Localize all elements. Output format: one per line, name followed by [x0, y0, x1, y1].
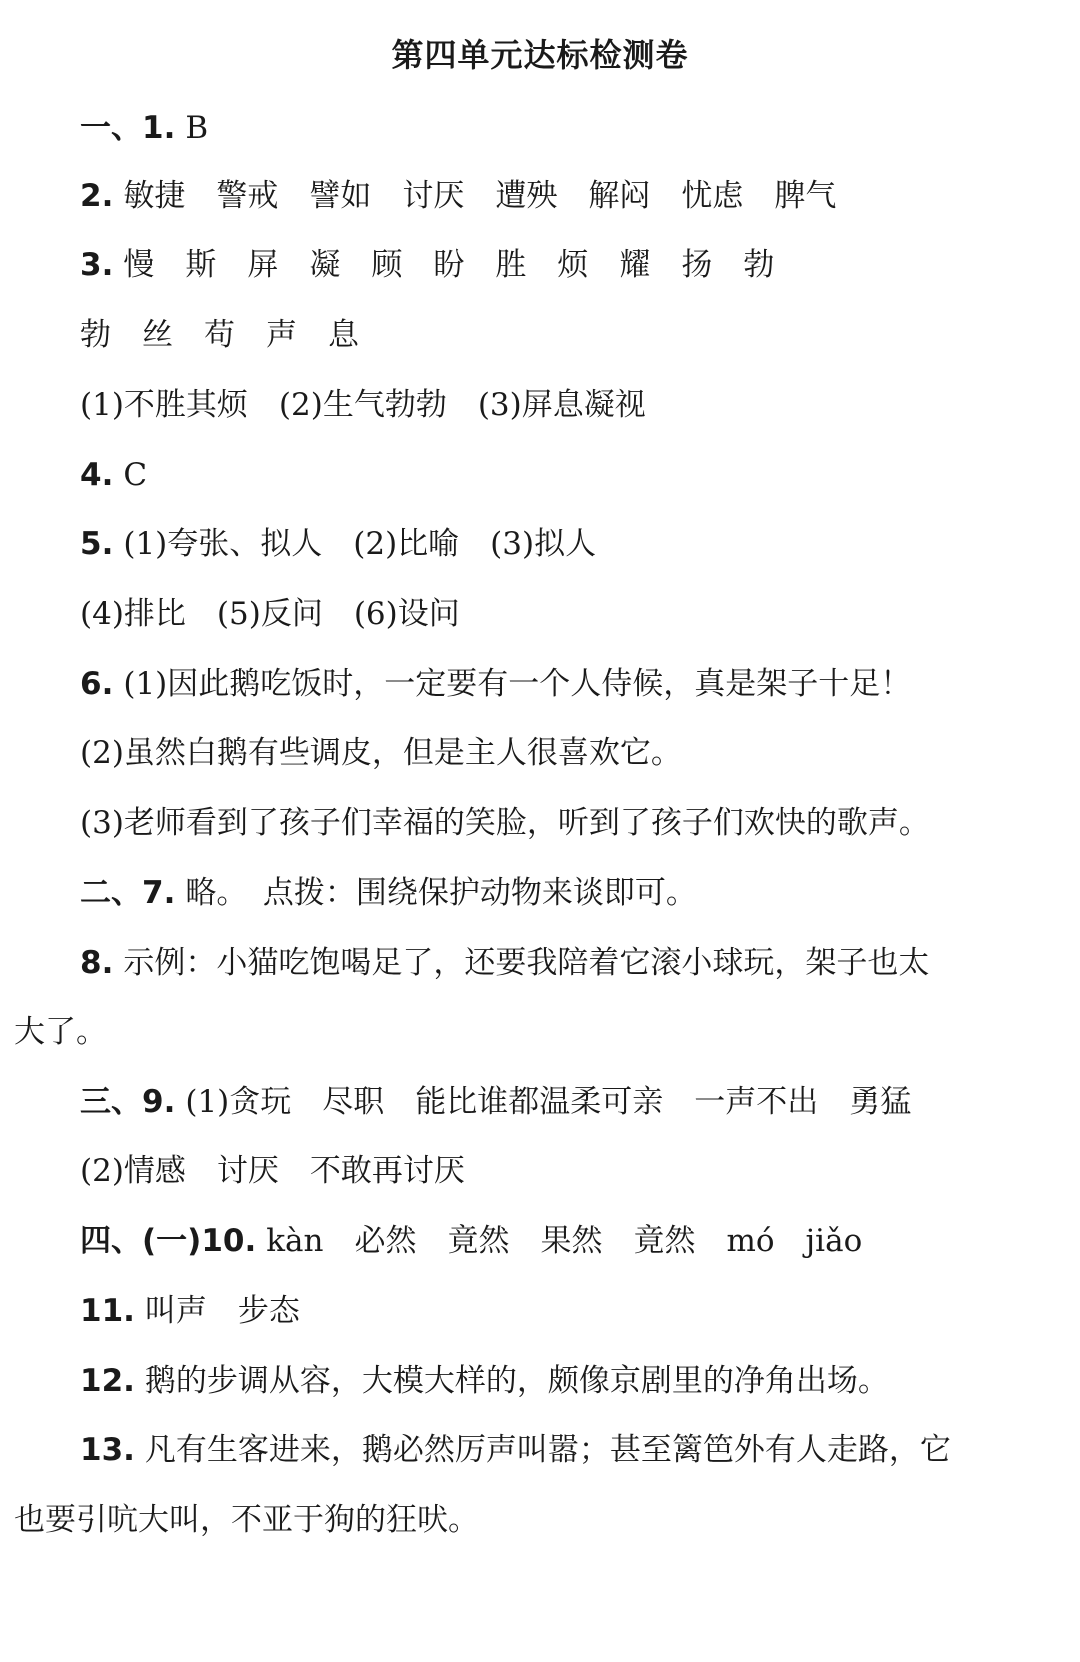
- answer-text: B: [185, 110, 209, 146]
- answer-text: 敏捷 警戒 譬如 讨厌 遭殃 解闷 忧虑 脾气: [123, 178, 837, 214]
- answer-line-12: [80, 873, 1040, 913]
- item-number: 4.: [80, 457, 114, 493]
- answer-line-9: [80, 664, 1040, 704]
- answer-text: (3)老师看到了孩子们幸福的笑脸，听到了孩子们欢快的歌声。: [80, 805, 930, 841]
- answer-text: (1)贪玩 尽职 能比谁都温柔可亲 一声不出 勇猛: [185, 1084, 912, 1120]
- item-number: 6.: [80, 666, 114, 702]
- answer-line-5: [80, 385, 1040, 425]
- answer-line-7: [80, 524, 1040, 564]
- answer-line-21: [14, 1500, 1040, 1540]
- item-number: 12.: [80, 1363, 135, 1399]
- answer-line-14: [14, 1012, 1040, 1052]
- answer-text: 略。 点拨：围绕保护动物来谈即可。: [185, 875, 697, 911]
- answer-text: 叫声 步态: [144, 1293, 300, 1329]
- answer-text: (4)排比 (5)反问 (6)设问: [80, 596, 460, 632]
- page-title: 第四单元达标检测卷: [391, 36, 689, 74]
- answer-line-20: [80, 1430, 1040, 1470]
- answer-text: (1)不胜其烦 (2)生气勃勃 (3)屏息凝视: [80, 387, 646, 423]
- answer-line-18: [80, 1291, 1040, 1331]
- answer-line-16: [80, 1151, 1040, 1191]
- answer-line-15: [80, 1082, 1040, 1122]
- answer-line-17: [80, 1221, 1040, 1261]
- answer-line-13: [80, 943, 1040, 983]
- answer-text: C: [123, 457, 148, 493]
- item-number: 2.: [80, 178, 114, 214]
- answer-text: (1)因此鹅吃饭时，一定要有一个人侍候，真是架子十足！: [123, 666, 912, 702]
- answer-text: 慢 斯 屏 凝 顾 盼 胜 烦 耀 扬 勃: [123, 247, 775, 283]
- item-number: 13.: [80, 1432, 135, 1468]
- answer-line-8: [80, 594, 1040, 634]
- answer-text: 示例：小猫吃饱喝足了，还要我陪着它滚小球玩，架子也太: [123, 945, 930, 981]
- answer-text: (2)虽然白鹅有些调皮，但是主人很喜欢它。: [80, 735, 682, 771]
- answer-text: 也要引吭大叫，不亚于狗的狂吠。: [14, 1502, 479, 1538]
- answer-text: 凡有生客进来，鹅必然厉声叫嚣；甚至篱笆外有人走路，它: [144, 1432, 951, 1468]
- item-number: 11.: [80, 1293, 135, 1329]
- answer-line-3: [80, 245, 1040, 285]
- answer-line-19: [80, 1361, 1040, 1401]
- answer-line-11: [80, 803, 1040, 843]
- answer-line-1: [80, 108, 1040, 148]
- item-number: 一、1.: [80, 110, 176, 146]
- item-number: 3.: [80, 247, 114, 283]
- item-number: 5.: [80, 526, 114, 562]
- item-number: 8.: [80, 945, 114, 981]
- item-number: 三、9.: [80, 1084, 176, 1120]
- answer-line-6: [80, 455, 1040, 495]
- answer-text: 大了。: [14, 1014, 107, 1050]
- answer-line-4: [80, 315, 1040, 355]
- item-number: 二、7.: [80, 875, 176, 911]
- answer-text: 鹅的步调从容，大模大样的，颇像京剧里的净角出场。: [144, 1363, 889, 1399]
- answer-text: (2)情感 讨厌 不敢再讨厌: [80, 1153, 465, 1189]
- answer-line-10: [80, 733, 1040, 773]
- answer-text: (1)夸张、拟人 (2)比喻 (3)拟人: [123, 526, 597, 562]
- answer-text: 勃 丝 苟 声 息: [80, 317, 359, 353]
- answer-text: kàn 必然 竟然 果然 竟然 mó jiǎo: [266, 1223, 863, 1259]
- answer-line-2: [80, 176, 1040, 216]
- item-number: 四、(一)10.: [80, 1223, 257, 1259]
